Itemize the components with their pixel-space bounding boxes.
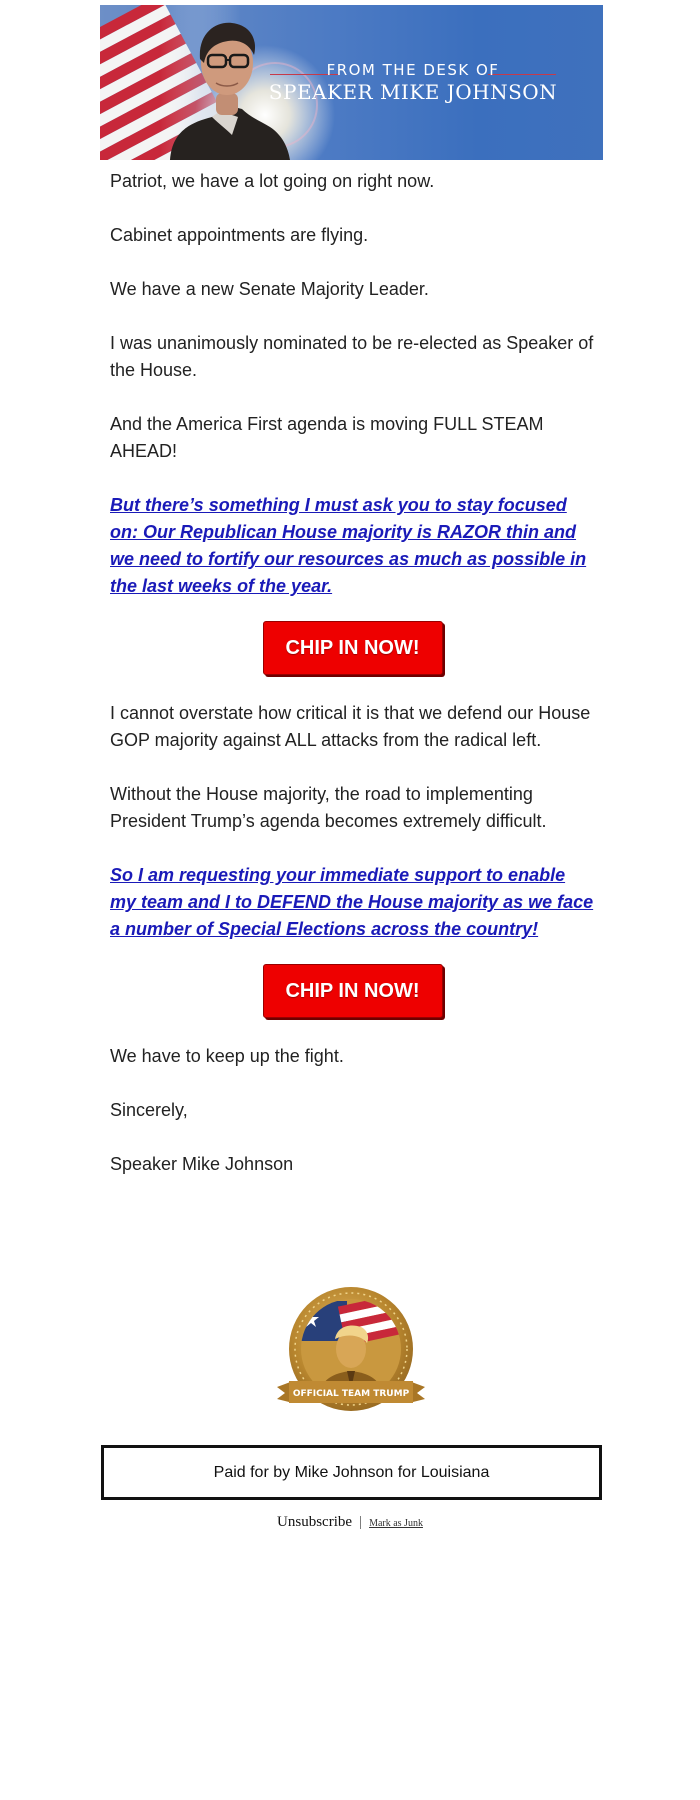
unsubscribe-link[interactable]: Unsubscribe bbox=[277, 1514, 353, 1530]
paragraph: Cabinet appointments are flying. bbox=[110, 225, 369, 245]
badge-emblem bbox=[277, 1287, 425, 1423]
footer-links bbox=[0, 1513, 700, 1531]
paragraph: Without the House majority, the road to implementing President Trump’s agenda becomes extremely difficult. bbox=[110, 784, 547, 831]
paragraph: We have a new Senate Majority Leader. bbox=[110, 279, 429, 299]
header-banner bbox=[100, 5, 603, 160]
paragraph: I was unanimously nominated to be re-elected as Speaker of the House. bbox=[110, 333, 594, 380]
cta-wrapper bbox=[110, 621, 595, 675]
emphasis-link[interactable]: But there’s something I must ask you to stay focused on: Our Republican House majority is RAZOR thin and we need to fortify our resources as much as possible in the last weeks of the year. bbox=[110, 495, 587, 596]
paragraph: Patriot, we have a lot going on right now. bbox=[110, 171, 435, 191]
message-content bbox=[110, 168, 595, 1205]
banner-name: SPEAKER MIKE JOHNSON bbox=[268, 80, 558, 104]
paragraph: Sincerely, bbox=[110, 1100, 188, 1120]
paragraph: I cannot overstate how critical it is that we defend our House GOP majority against ALL attacks from the radical left. bbox=[110, 703, 591, 750]
signature: Speaker Mike Johnson bbox=[110, 1154, 294, 1174]
paid-for-disclaimer: Paid for by Mike Johnson for Louisiana bbox=[101, 1445, 602, 1500]
chip-in-button[interactable]: CHIP IN NOW! bbox=[263, 964, 443, 1018]
footer-separator: | bbox=[359, 1514, 363, 1530]
emphasis-paragraph bbox=[110, 862, 595, 943]
emphasis-link[interactable]: So I am requesting your immediate support to enable my team and I to DEFEND the House majority as we face a number of Special Elections across the country! bbox=[110, 865, 594, 939]
chip-in-button[interactable]: CHIP IN NOW! bbox=[263, 621, 443, 675]
badge-text: OFFICIAL TEAM TRUMP bbox=[292, 1389, 410, 1399]
team-trump-badge bbox=[277, 1287, 425, 1428]
emphasis-paragraph bbox=[110, 492, 595, 600]
banner-kicker: FROM THE DESK OF bbox=[326, 61, 500, 79]
banner-heading bbox=[268, 61, 558, 104]
paragraph: We have to keep up the fight. bbox=[110, 1046, 344, 1066]
mark-as-junk-link[interactable]: Mark as Junk bbox=[369, 1518, 423, 1529]
cta-wrapper bbox=[110, 964, 595, 1018]
paragraph: And the America First agenda is moving FULL STEAM AHEAD! bbox=[110, 414, 544, 461]
